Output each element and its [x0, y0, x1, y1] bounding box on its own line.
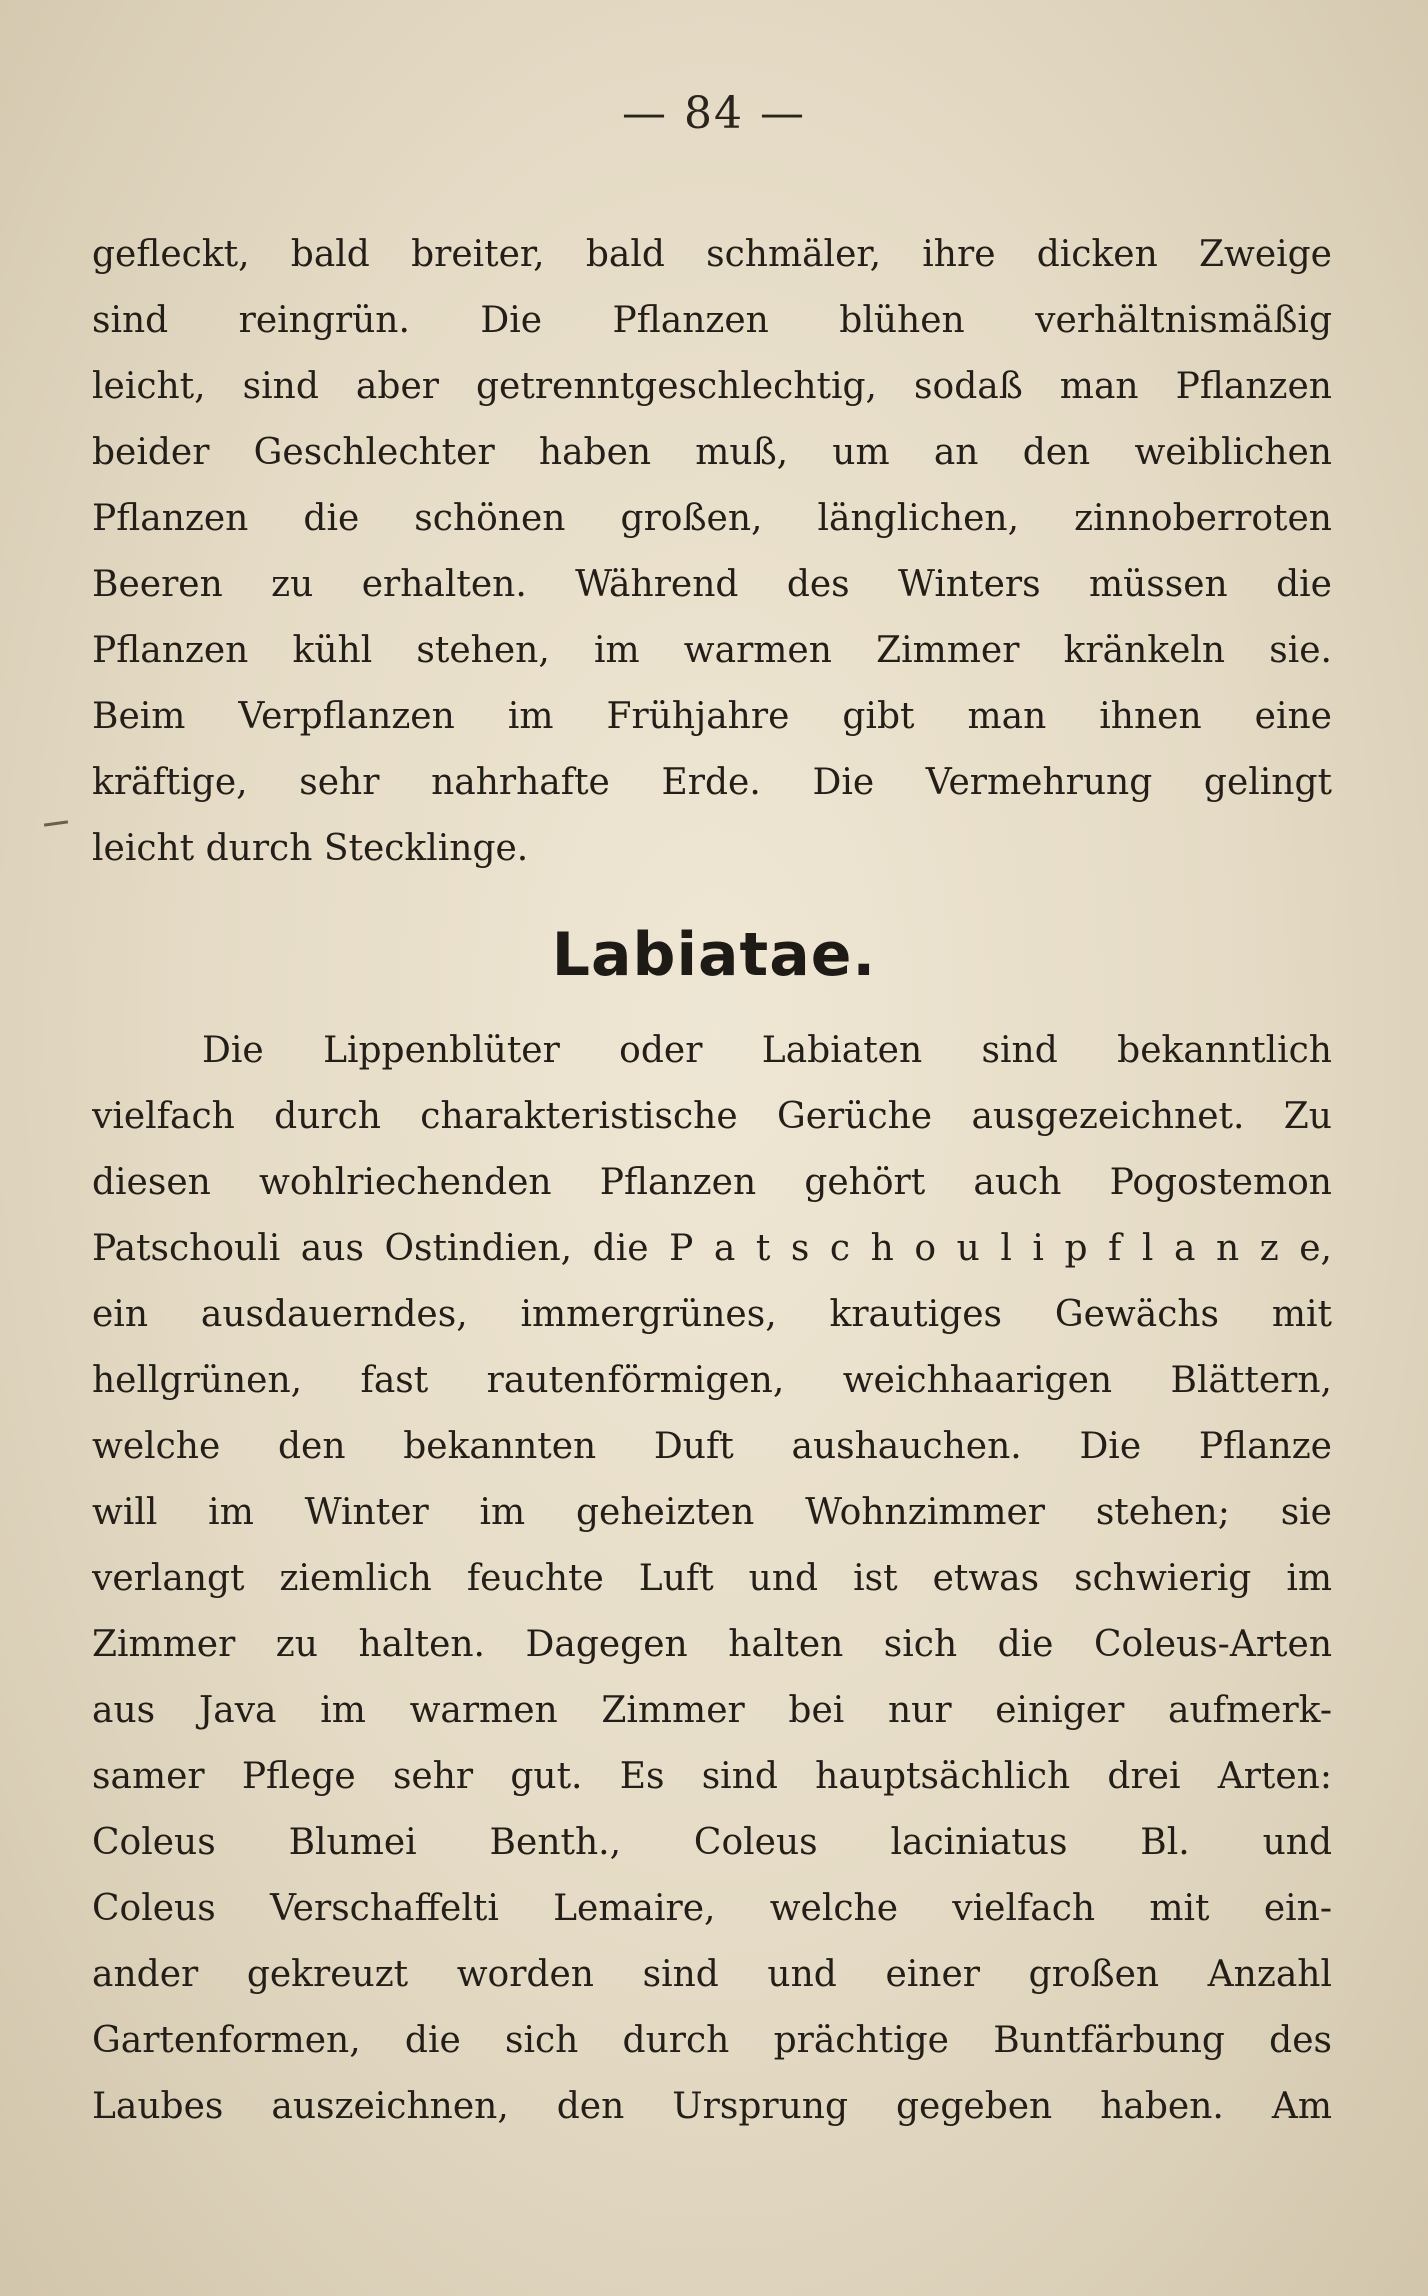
text-line: Gartenformen, die sich durch prächtige Buntfärbung des: [92, 2020, 1332, 2061]
text-line: Beim Verpflanzen im Frühjahre gibt man ihnen eine: [92, 696, 1332, 737]
text-line: will im Winter im geheizten Wohnzimmer stehen; sie: [92, 1492, 1332, 1533]
section-heading: Labiatae.: [551, 920, 877, 990]
text-line: verlangt ziemlich feuchte Luft und ist etwas schwierig im: [92, 1558, 1332, 1599]
text-line: diesen wohlriechenden Pflanzen gehört auch Pogostemon: [92, 1162, 1332, 1203]
paragraph-1: [92, 222, 1332, 882]
text-line: Laubes auszeichnen, den Ursprung gegeben haben. Am: [92, 2086, 1332, 2127]
text-line: leicht, sind aber getrenntgeschlechtig, sodaß man Pflanzen: [92, 366, 1332, 407]
page-number: — 84 —: [622, 88, 806, 139]
text-line: Die Lippenblüter oder Labiaten sind bekanntlich: [202, 1030, 1332, 1071]
text-line: beider Geschlechter haben muß, um an den weiblichen: [92, 432, 1332, 473]
text-line: welche den bekannten Duft aushauchen. Die Pflanze: [92, 1426, 1332, 1467]
text-line: vielfach durch charakteristische Gerüche ausgezeichnet. Zu: [92, 1096, 1332, 1137]
text-line: gefleckt, bald breiter, bald schmäler, ihre dicken Zweige: [92, 234, 1332, 275]
text-line: Coleus Verschaffelti Lemaire, welche vielfach mit ein-: [92, 1888, 1332, 1929]
text-line: sind reingrün. Die Pflanzen blühen verhältnismäßig: [92, 300, 1332, 341]
text-line: Zimmer zu halten. Dagegen halten sich die Coleus-Arten: [92, 1624, 1332, 1665]
text-line: Pflanzen die schönen großen, länglichen, zinnoberroten: [92, 498, 1332, 539]
text-line: ein ausdauerndes, immergrünes, krautiges Gewächs mit: [92, 1294, 1332, 1335]
text-line: samer Pflege sehr gut. Es sind hauptsächlich drei Arten:: [92, 1756, 1332, 1797]
text-line: Coleus Blumei Benth., Coleus laciniatus Bl. und: [92, 1822, 1332, 1863]
text-line: Beeren zu erhalten. Während des Winters müssen die: [92, 564, 1332, 605]
text-line: ander gekreuzt worden sind und einer großen Anzahl: [92, 1954, 1332, 1995]
margin-pencil-mark: [44, 820, 68, 826]
text-line: leicht durch Stecklinge.: [92, 828, 529, 869]
text-line: hellgrünen, fast rautenförmigen, weichhaarigen Blättern,: [92, 1360, 1332, 1401]
text-line: kräftige, sehr nahrhafte Erde. Die Vermehrung gelingt: [92, 762, 1332, 803]
paragraph-2: [92, 1018, 1332, 2140]
text-line: Pflanzen kühl stehen, im warmen Zimmer kränkeln sie.: [92, 630, 1332, 671]
text-line: Patschouli aus Ostindien, die P a t s c h o u l i p f l a n z e,: [92, 1228, 1332, 1269]
text-line: aus Java im warmen Zimmer bei nur einiger aufmerk-: [92, 1690, 1332, 1731]
